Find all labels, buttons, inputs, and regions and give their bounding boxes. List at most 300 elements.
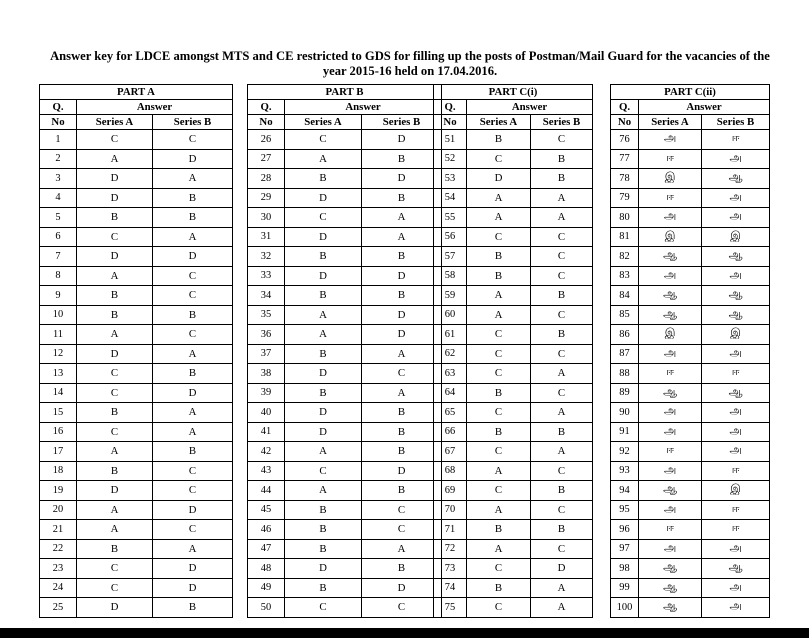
series-b-answer: C <box>531 305 593 325</box>
series-a-answer: B <box>467 266 531 286</box>
series-b-answer: B <box>362 422 442 442</box>
series-a-answer: ஈ <box>639 520 702 540</box>
table-row <box>434 130 593 150</box>
table-row <box>248 364 442 384</box>
table-row <box>40 481 233 501</box>
series-b-answer: D <box>362 461 442 481</box>
question-number: 2 <box>40 149 77 169</box>
table-row <box>434 325 593 345</box>
series-b-header: Series B <box>153 115 233 130</box>
series-b-answer: D <box>362 305 442 325</box>
table-row <box>611 227 770 247</box>
series-b-answer: C <box>153 130 233 150</box>
table-row <box>40 325 233 345</box>
table-row <box>40 227 233 247</box>
question-number: 68 <box>434 461 467 481</box>
series-b-answer: B <box>531 286 593 306</box>
question-number: 100 <box>611 598 639 618</box>
part-title: PART B <box>248 85 442 100</box>
question-number: 83 <box>611 266 639 286</box>
question-number: 76 <box>611 130 639 150</box>
series-b-answer: A <box>531 188 593 208</box>
question-number: 14 <box>40 383 77 403</box>
table-row <box>248 461 442 481</box>
series-b-answer: B <box>153 364 233 384</box>
question-number: 47 <box>248 539 285 559</box>
series-a-answer: C <box>467 325 531 345</box>
question-number: 42 <box>248 442 285 462</box>
question-number: 25 <box>40 598 77 618</box>
series-b-answer: D <box>362 169 442 189</box>
series-b-answer: A <box>153 344 233 364</box>
part-title: PART C(i) <box>434 85 593 100</box>
series-a-answer: B <box>77 305 153 325</box>
table-row <box>40 520 233 540</box>
table-row <box>40 286 233 306</box>
series-b-answer: அ <box>702 208 770 228</box>
question-number: 72 <box>434 539 467 559</box>
table-row <box>611 266 770 286</box>
table-row <box>611 598 770 618</box>
series-a-answer: அ <box>639 344 702 364</box>
series-a-answer: C <box>467 403 531 423</box>
series-b-answer: B <box>531 422 593 442</box>
series-a-answer: இ <box>639 325 702 345</box>
series-b-answer: D <box>153 383 233 403</box>
no-header: No <box>434 115 467 130</box>
series-a-answer: A <box>467 286 531 306</box>
series-a-answer: D <box>285 188 362 208</box>
table-row <box>611 286 770 306</box>
question-number: 20 <box>40 500 77 520</box>
series-b-answer: D <box>153 247 233 267</box>
series-a-answer: A <box>467 500 531 520</box>
series-a-answer: C <box>467 227 531 247</box>
table-row <box>40 149 233 169</box>
series-b-answer: A <box>531 403 593 423</box>
no-header: No <box>611 115 639 130</box>
table-row <box>434 169 593 189</box>
series-b-answer: A <box>531 208 593 228</box>
table-row <box>248 442 442 462</box>
question-number: 13 <box>40 364 77 384</box>
series-b-answer: இ <box>702 227 770 247</box>
answer-header: Answer <box>77 100 233 115</box>
series-b-answer: இ <box>702 481 770 501</box>
question-number: 7 <box>40 247 77 267</box>
series-a-answer: B <box>285 383 362 403</box>
table-row <box>40 305 233 325</box>
series-a-answer: C <box>467 559 531 579</box>
series-a-answer: அ <box>639 208 702 228</box>
question-number: 57 <box>434 247 467 267</box>
question-number: 82 <box>611 247 639 267</box>
table-row <box>434 403 593 423</box>
series-b-answer: C <box>531 266 593 286</box>
series-a-answer: அ <box>639 461 702 481</box>
table-row <box>434 578 593 598</box>
table-row <box>611 247 770 267</box>
series-b-answer: அ <box>702 539 770 559</box>
series-b-answer: A <box>362 539 442 559</box>
series-a-header: Series A <box>467 115 531 130</box>
series-a-answer: C <box>285 461 362 481</box>
table-row <box>611 500 770 520</box>
table-row <box>434 364 593 384</box>
table-row <box>248 539 442 559</box>
series-b-answer: B <box>362 286 442 306</box>
series-b-answer: B <box>531 520 593 540</box>
table-row <box>611 188 770 208</box>
table-row <box>40 383 233 403</box>
series-a-answer: ஈ <box>639 188 702 208</box>
question-number: 77 <box>611 149 639 169</box>
table-row <box>611 305 770 325</box>
series-b-answer: C <box>153 520 233 540</box>
question-number: 98 <box>611 559 639 579</box>
series-b-answer: C <box>153 325 233 345</box>
table-row <box>611 130 770 150</box>
series-b-answer: அ <box>702 442 770 462</box>
question-number: 16 <box>40 422 77 442</box>
table-row <box>40 578 233 598</box>
question-number: 81 <box>611 227 639 247</box>
document-title: Answer key for LDCE amongst MTS and CE restricted to GDS for filling up the posts of Postman/Mail Guard for the vacancies of the year 2015-16 held on 17.04.2016. <box>50 49 770 78</box>
question-number: 39 <box>248 383 285 403</box>
series-a-answer: B <box>77 286 153 306</box>
series-b-answer: A <box>531 364 593 384</box>
series-a-answer: அ <box>639 130 702 150</box>
table-row <box>248 500 442 520</box>
series-a-answer: ஆ <box>639 559 702 579</box>
series-a-header: Series A <box>639 115 702 130</box>
question-number: 32 <box>248 247 285 267</box>
series-a-answer: அ <box>639 500 702 520</box>
series-b-answer: B <box>362 188 442 208</box>
series-b-answer: B <box>153 305 233 325</box>
series-b-answer: A <box>153 227 233 247</box>
question-number: 78 <box>611 169 639 189</box>
table-row <box>248 169 442 189</box>
series-b-answer: D <box>153 578 233 598</box>
series-a-answer: C <box>77 422 153 442</box>
question-number: 46 <box>248 520 285 540</box>
table-row <box>434 481 593 501</box>
question-number: 95 <box>611 500 639 520</box>
question-number: 26 <box>248 130 285 150</box>
series-b-answer: A <box>153 422 233 442</box>
series-b-answer: C <box>153 481 233 501</box>
table-row <box>611 461 770 481</box>
table-row <box>40 598 233 618</box>
series-a-answer: B <box>467 247 531 267</box>
series-a-answer: D <box>77 247 153 267</box>
series-b-answer: D <box>153 559 233 579</box>
series-b-answer: C <box>531 383 593 403</box>
series-a-answer: B <box>285 500 362 520</box>
series-a-answer: C <box>467 442 531 462</box>
series-b-answer: C <box>531 227 593 247</box>
table-row <box>248 266 442 286</box>
series-a-answer: B <box>285 344 362 364</box>
series-b-answer: D <box>531 559 593 579</box>
table-row <box>611 520 770 540</box>
question-number: 34 <box>248 286 285 306</box>
series-b-answer: B <box>531 149 593 169</box>
series-b-answer: B <box>531 481 593 501</box>
table-row <box>248 325 442 345</box>
series-a-header: Series A <box>77 115 153 130</box>
series-a-answer: A <box>77 149 153 169</box>
table-row <box>248 422 442 442</box>
table-row <box>40 539 233 559</box>
series-a-answer: ஈ <box>639 442 702 462</box>
part-table-3 <box>433 84 593 618</box>
question-number: 65 <box>434 403 467 423</box>
series-b-answer: B <box>362 403 442 423</box>
table-row <box>434 559 593 579</box>
table-row <box>434 188 593 208</box>
series-b-answer: அ <box>702 149 770 169</box>
series-b-answer: அ <box>702 266 770 286</box>
question-number: 99 <box>611 578 639 598</box>
series-b-answer: B <box>153 208 233 228</box>
question-number: 60 <box>434 305 467 325</box>
series-a-answer: D <box>285 403 362 423</box>
series-a-answer: C <box>77 559 153 579</box>
table-row <box>434 344 593 364</box>
table-row <box>248 481 442 501</box>
series-a-answer: B <box>285 286 362 306</box>
question-number: 92 <box>611 442 639 462</box>
series-b-answer: D <box>362 325 442 345</box>
question-number: 15 <box>40 403 77 423</box>
question-number: 36 <box>248 325 285 345</box>
series-a-answer: B <box>467 422 531 442</box>
table-row <box>434 305 593 325</box>
series-a-answer: A <box>77 520 153 540</box>
table-row <box>248 305 442 325</box>
table-row <box>40 442 233 462</box>
series-b-answer: A <box>153 169 233 189</box>
table-row <box>434 227 593 247</box>
series-b-answer: ஈ <box>702 364 770 384</box>
series-b-answer: அ <box>702 578 770 598</box>
question-number: 6 <box>40 227 77 247</box>
question-number: 62 <box>434 344 467 364</box>
series-b-answer: C <box>153 286 233 306</box>
series-b-answer: ஆ <box>702 305 770 325</box>
table-row <box>434 422 593 442</box>
table-row <box>611 442 770 462</box>
series-a-answer: B <box>285 578 362 598</box>
series-a-answer: C <box>77 227 153 247</box>
answer-header: Answer <box>285 100 442 115</box>
series-a-answer: D <box>77 169 153 189</box>
table-row <box>434 500 593 520</box>
series-a-answer: A <box>77 266 153 286</box>
table-row <box>248 149 442 169</box>
question-number: 30 <box>248 208 285 228</box>
table-row <box>611 344 770 364</box>
table-row <box>40 188 233 208</box>
table-row <box>434 383 593 403</box>
series-b-answer: அ <box>702 344 770 364</box>
question-number: 85 <box>611 305 639 325</box>
series-a-answer: C <box>467 364 531 384</box>
question-number: 88 <box>611 364 639 384</box>
series-b-answer: B <box>362 559 442 579</box>
table-row <box>248 403 442 423</box>
question-number: 71 <box>434 520 467 540</box>
series-b-answer: D <box>362 130 442 150</box>
table-row <box>40 130 233 150</box>
question-number: 80 <box>611 208 639 228</box>
question-number: 41 <box>248 422 285 442</box>
question-number: 51 <box>434 130 467 150</box>
series-a-answer: C <box>467 481 531 501</box>
part-title: PART C(ii) <box>611 85 770 100</box>
series-b-answer: D <box>362 578 442 598</box>
series-a-answer: D <box>77 598 153 618</box>
no-header: No <box>248 115 285 130</box>
table-row <box>40 461 233 481</box>
series-a-answer: ஆ <box>639 383 702 403</box>
series-a-answer: D <box>77 481 153 501</box>
series-b-answer: C <box>153 266 233 286</box>
series-b-answer: B <box>531 169 593 189</box>
question-number: 53 <box>434 169 467 189</box>
series-a-answer: C <box>467 344 531 364</box>
series-a-answer: ஆ <box>639 598 702 618</box>
table-row <box>248 520 442 540</box>
question-number: 86 <box>611 325 639 345</box>
question-number: 12 <box>40 344 77 364</box>
series-b-answer: ஆ <box>702 383 770 403</box>
table-row <box>40 422 233 442</box>
series-b-answer: இ <box>702 325 770 345</box>
question-number: 37 <box>248 344 285 364</box>
series-a-answer: B <box>467 520 531 540</box>
question-number: 38 <box>248 364 285 384</box>
series-a-answer: C <box>77 578 153 598</box>
table-row <box>611 325 770 345</box>
series-b-answer: B <box>153 188 233 208</box>
table-row <box>248 598 442 618</box>
question-number: 87 <box>611 344 639 364</box>
question-number: 18 <box>40 461 77 481</box>
series-a-answer: A <box>467 188 531 208</box>
series-a-answer: அ <box>639 539 702 559</box>
series-a-answer: A <box>467 305 531 325</box>
question-number: 67 <box>434 442 467 462</box>
series-a-answer: B <box>77 208 153 228</box>
series-b-answer: ஈ <box>702 130 770 150</box>
question-number: 84 <box>611 286 639 306</box>
series-b-answer: ஆ <box>702 169 770 189</box>
table-row <box>40 500 233 520</box>
series-b-answer: ஆ <box>702 559 770 579</box>
series-b-header: Series B <box>702 115 770 130</box>
series-a-answer: A <box>285 442 362 462</box>
series-a-answer: ஆ <box>639 578 702 598</box>
series-b-answer: C <box>362 520 442 540</box>
question-number: 91 <box>611 422 639 442</box>
series-b-answer: A <box>153 403 233 423</box>
series-a-answer: B <box>467 578 531 598</box>
series-a-answer: C <box>467 598 531 618</box>
question-number: 70 <box>434 500 467 520</box>
question-number: 69 <box>434 481 467 501</box>
question-number: 55 <box>434 208 467 228</box>
series-b-answer: C <box>531 130 593 150</box>
question-number: 96 <box>611 520 639 540</box>
series-a-answer: ஆ <box>639 247 702 267</box>
series-a-answer: A <box>467 539 531 559</box>
series-a-answer: A <box>285 149 362 169</box>
table-row <box>248 227 442 247</box>
question-number: 9 <box>40 286 77 306</box>
series-b-answer: A <box>362 344 442 364</box>
part-table-1 <box>39 84 233 618</box>
series-a-answer: B <box>285 169 362 189</box>
question-number: 43 <box>248 461 285 481</box>
question-number: 48 <box>248 559 285 579</box>
table-row <box>434 520 593 540</box>
series-a-answer: D <box>467 169 531 189</box>
table-row <box>40 403 233 423</box>
question-number: 64 <box>434 383 467 403</box>
table-row <box>248 130 442 150</box>
question-number: 4 <box>40 188 77 208</box>
answer-header: Answer <box>467 100 593 115</box>
table-row <box>611 383 770 403</box>
question-number: 40 <box>248 403 285 423</box>
series-a-answer: A <box>285 305 362 325</box>
series-b-answer: D <box>362 266 442 286</box>
question-number: 8 <box>40 266 77 286</box>
question-number: 10 <box>40 305 77 325</box>
series-b-answer: D <box>153 500 233 520</box>
table-row <box>434 149 593 169</box>
series-a-answer: C <box>77 130 153 150</box>
series-b-answer: B <box>362 247 442 267</box>
series-a-answer: C <box>285 130 362 150</box>
series-a-answer: D <box>77 188 153 208</box>
question-number: 54 <box>434 188 467 208</box>
question-number: 28 <box>248 169 285 189</box>
table-row <box>434 461 593 481</box>
series-a-answer: D <box>285 364 362 384</box>
series-a-answer: A <box>467 461 531 481</box>
series-a-answer: ஈ <box>639 364 702 384</box>
series-b-answer: A <box>531 578 593 598</box>
question-number: 74 <box>434 578 467 598</box>
answer-header: Answer <box>639 100 770 115</box>
table-row <box>434 598 593 618</box>
table-row <box>434 286 593 306</box>
series-a-answer: A <box>467 208 531 228</box>
series-a-answer: A <box>285 481 362 501</box>
series-b-answer: C <box>531 539 593 559</box>
table-row <box>40 247 233 267</box>
series-a-answer: C <box>77 364 153 384</box>
q-header: Q. <box>248 100 285 115</box>
bottom-border-bar <box>0 628 809 638</box>
table-row <box>611 559 770 579</box>
question-number: 3 <box>40 169 77 189</box>
table-row <box>434 266 593 286</box>
